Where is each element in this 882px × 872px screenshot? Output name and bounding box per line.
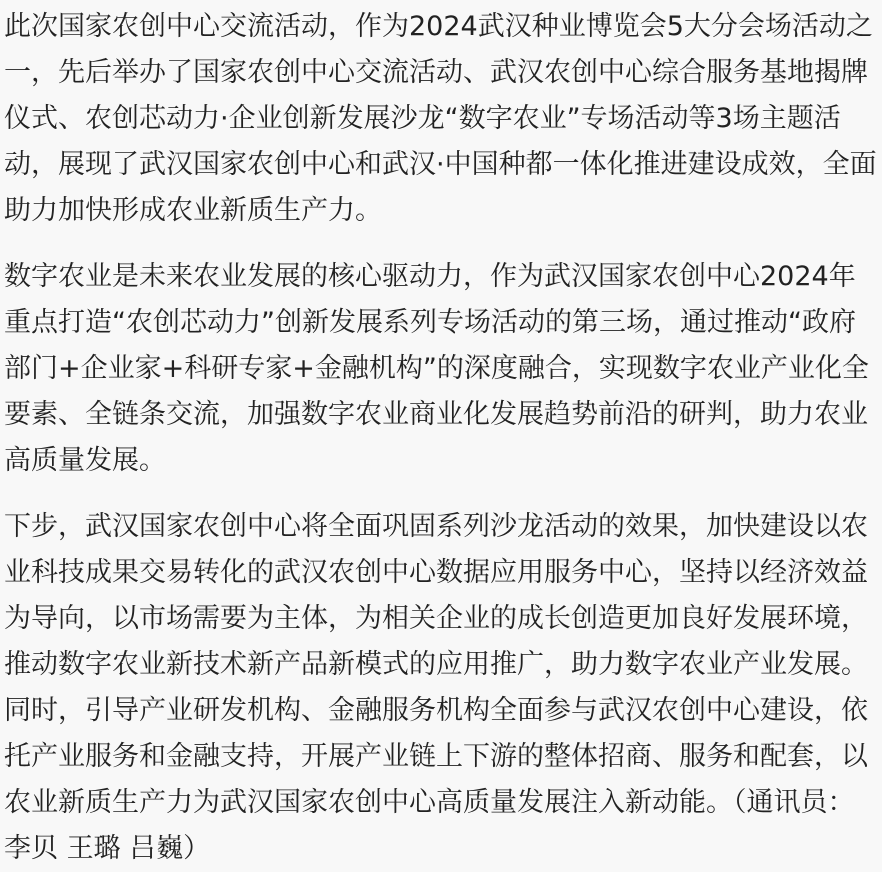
paragraph-2: 数字农业是未来农业发展的核心驱动力，作为武汉国家农创中心2024年重点打造“农创芯动力”创新发展系列专场活动的第三场，通过推动“政府部门+企业家+科研专家+金融机构”的深度融合，实现数字农业产业化全要素、全链条交流，加强数字农业商业化发展趋势前沿的研判，助力农业高质量发展。 [4,261,869,476]
paragraph-3: 下步，武汉国家农创中心将全面巩固系列沙龙活动的效果，加快建设以农业科技成果交易转化的武汉农创中心数据应用服务中心，坚持以经济效益为导向，以市场需要为主体，为相关企业的成长创造更加良好发展环境，推动数字农业新技术新产品新模式的应用推广，助力数字农业产业发展。同时，引导产业研发机构、金融服务机构全面参与武汉农创中心建设，依托产业服务和金融支持，开展产业链上下游的整体招商、服务和配套，以农业新质生产力为武汉国家农创中心高质量发展注入新动能。（通讯员：李贝 王璐 吕巍） [4,511,868,864]
paragraph-1: 此次国家农创中心交流活动，作为2024武汉种业博览会5大分会场活动之一，先后举办了国家农创中心交流活动、武汉农创中心综合服务基地揭牌仪式、农创芯动力·企业创新发展沙龙“数字农业”专场活动等3场主题活动，展现了武汉国家农创中心和武汉·中国种都一体化推进建设成效，全面助力加快形成农业新质生产力。 [4,11,877,226]
